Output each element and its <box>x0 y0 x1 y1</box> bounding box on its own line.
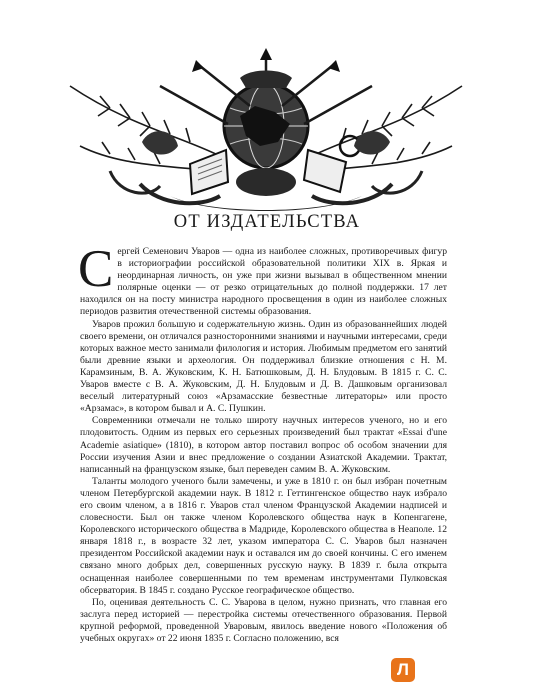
paragraph-2: Уваров прожил большую и содержательную жизнь. Один из образованнейших людей своего времени, он отличался разносторонними знаниями и научными интересами, среди которых важное место занимали филология и история. Любимым предметом его занятий были древние языки и археология. Он поддерживал близкие отношения с Н. М. Карамзиным, В. А. Жуковским, К. Н. Батюшковым, Д. Н. Блудовым. В 1815 г. С. С. Уваров вместе с В. А. Жуковским, Д. Н. Блудовым и Д. В. Дашковым организовал веселый литературный союз «Арзамасские безвестные литераторы» или просто «Арзамас», в котором бывал и А. С. Пушкин. <box>80 318 447 415</box>
publisher-logo: Л <box>391 658 415 682</box>
paragraph-1-text: ергей Семенович Уваров — одна из наиболее сложных, противоречивых фигур в историографии российской образовательной политики XIX в. Яркая и неординарная личность, он уже при жизни вызывал в общественном мнении полярные оценки — от резко отрицательных до полной поддержки. 17 лет находился он на посту министра народного просвещения в один из наиболее сложных периодов развития отечественной системы образования. <box>80 246 447 318</box>
paragraph-1 <box>78 240 447 319</box>
paragraph-5: По, оценивая деятельность С. С. Уварова в целом, нужно признать, что главная его заслуга перед историей — перестройка системы отечественного образования. Первой крупной реформой, проведенной Уваровым, явилось введение нового «Положения об учебных округах» от 22 июня 1835 г. Согласно положению, вся <box>80 596 447 644</box>
page-title: ОТ ИЗДАТЕЛЬСТВА <box>173 212 361 232</box>
drop-cap: С <box>78 240 114 298</box>
article-body <box>78 240 447 645</box>
paragraph-4: Таланты молодого ученого были замечены, и уже в 1810 г. он был избран почетным членом Петербургской академии наук. В 1812 г. Геттингенское общество наук избрало его своим членом, а в 1816 г. Уваров стал членом Французской Академии надписей и словесности. Был он также членом Королевского общества наук в Копенгагене, Королевского исторического общества в Мадриде, Королевского общества в Неаполе. 12 января 1818 г., в возрасте 32 лет, указом императора С. С. Уваров был назначен президентом Российской академии наук и оставался им до своей кончины. С его именем связано много добрых дел, совершенных русскую науку. В 1839 г. была открыта оснащенная наиболее совершенными по тем временам инструментами Пулковская обсерватория. В 1845 г. создано Русское географическое общество. <box>80 475 447 596</box>
paragraph-3: Современники отмечали не только широту научных интересов ученого, но и его плодовитость. Одним из первых его серьезных произведений был трактат «Essai d'une Academie asiatique» (1810), в котором автор поставил вопрос об особом значении для России изучения Азии и внес предложение о создании Азиатской Академии. Трактат, написанный на французском языке, был переведен самим В. А. Жуковским. <box>80 415 447 475</box>
engraved-trophy-vignette <box>50 46 482 216</box>
